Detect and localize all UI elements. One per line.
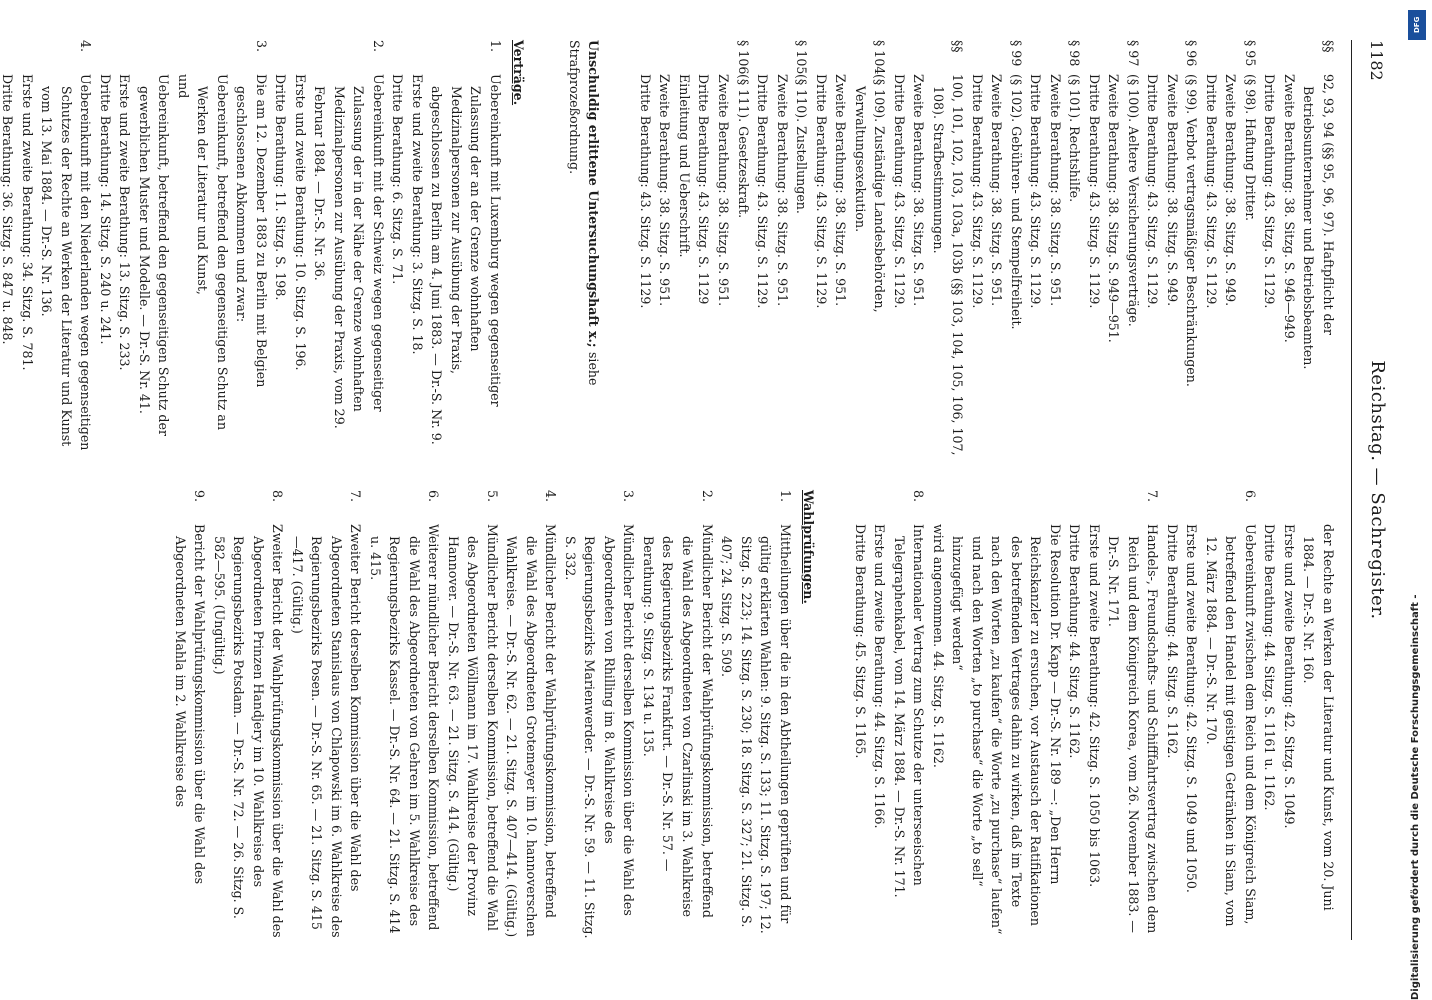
- entry-number: § 105: [794, 40, 810, 75]
- index-entry: [967, 40, 1026, 460]
- spacer: [828, 490, 850, 940]
- entry-number: §§: [950, 40, 966, 53]
- running-head: Reichstag. — Sachregister.: [1367, 360, 1388, 620]
- entry-line: Zweite Berathung: 38. Sitzg. S. 946—949.: [1281, 74, 1297, 343]
- index-entry: [95, 40, 271, 460]
- index-entry: [1162, 490, 1260, 940]
- index-entry: [635, 40, 694, 460]
- entry-line: Dritte Berathung: 43. Sitzg. S. 1129.: [755, 74, 771, 309]
- entry-line: Dritte Berathung: 14. Sitzg. S. 240 u. 241.: [97, 74, 113, 345]
- entry-number: 6.: [1242, 490, 1258, 503]
- entry-number: § 98: [1067, 40, 1083, 67]
- entry-number: § 95: [1242, 40, 1258, 67]
- entry-line: Dritte Berathung: 43. Sitzg. S. 1129.: [1203, 74, 1219, 309]
- entry-line: Zweite Berathung: 38. Sitzg. S. 951.: [989, 74, 1005, 307]
- index-entry: [560, 490, 638, 940]
- entry-line: Uebereinkunft zwischen dem Reich und dem Königreich Siam, betreffend den Handel mit geistigen Getränken in Siam, vom 12. März 1884. — Dr.-S. Nr. 170.: [1203, 524, 1258, 927]
- entry-line: Dritte Berathung: 43. Sitzg. S. 1129.: [1262, 74, 1278, 309]
- index-entry: [1143, 40, 1202, 460]
- entry-line: Dritte Berathung: 43. Sitzg. S. 1129.: [813, 74, 829, 309]
- index-entry: [928, 490, 1162, 940]
- entry-line: Dritte Berathung: 43. Sitzg. S. 1129.: [637, 74, 653, 309]
- entry-number: 1.: [487, 40, 503, 53]
- wahlpruefungen-list: [170, 490, 795, 940]
- entry-line: Erste und zweite Berathung: 10. Sitzg. S. 196.: [292, 74, 308, 371]
- entry-line: Erste und zweite Berathung: 34. Sitzg. S. 781.: [19, 74, 35, 371]
- entry-line: Erste und zweite Berathung: 42. Sitzg. S. 1049 und 1050.: [1184, 524, 1200, 893]
- entry-line: Dritte Berathung: 43. Sitzg. S. 1129: [696, 74, 712, 305]
- entry-line: Die Resolution Dr. Kapp — Dr.-S. Nr. 189 —: „Den Herrn Reichskanzler zu ersuchen, vor Austausch der Ratifikationen des betreffenden Vertrages dahin zu wirken, daß im Texte nach den Worten „zu kaufen“ die Worte „zu purchase“ laufen“ und nach den Worten „to purchase“ die Worte „to sell“ hinzugefügt werden“: [950, 524, 1063, 935]
- entry-line: Zweite Berathung: 38. Sitzg. S. 949.: [1223, 74, 1239, 307]
- entry-line: (§ 99). Verbot vertragsmäßiger Beschränkungen.: [1184, 74, 1200, 387]
- entry-line: der Rechte an Werken der Literatur und Kunst, vom 20. Juni 1884. — Dr.-S. Nr. 160.: [1301, 524, 1336, 911]
- section-unschuldig-title: [564, 40, 603, 460]
- entry-number: 7.: [348, 490, 364, 503]
- index-entry: [694, 40, 753, 460]
- entry-line: Erste und zweite Berathung: 42. Sitzg. S. 1049.: [1281, 524, 1297, 829]
- index-entry: [1260, 490, 1338, 940]
- index-entry: [271, 40, 388, 460]
- entry-line: Mittheilungen über die in den Abtheilungen geprüften und für gültig erklärten Wahlen: 9. Sitzg. S. 133; 11. Sitzg. S. 197; 12. Sitzg. S. 223; 14. Sitzg. S. 230; 18. Sitzg. S. 327; 21. Sitzg. S. 407; 24. Sitzg. S. 509.: [719, 524, 793, 934]
- entry-line: Dritte Berathung: 36. Sitzg. S. 847 u. 848.: [0, 74, 15, 345]
- entry-line: Internationaler Vertrag zum Schutze der unterseeischen Telegraphenkabel, vom 14. März 1884. — Dr.-S. Nr. 171.: [891, 524, 927, 898]
- entry-line: (§ 102). Gebühren- und Stempelfreiheit.: [1008, 74, 1024, 330]
- entry-line: (§ 101). Rechtshilfe.: [1067, 74, 1083, 203]
- index-entry: [717, 490, 795, 940]
- entry-number: § 96: [1184, 40, 1200, 67]
- entry-line: Zweite Berathung: 38. Sitzg. S. 949—951.: [1106, 74, 1122, 343]
- entry-line: Dritte Berathung: 6. Sitzg. S. 71.: [390, 74, 406, 285]
- entry-number: §§: [1321, 40, 1336, 53]
- entry-line: Dritte Berathung: 43. Sitzg. S. 1129.: [1028, 74, 1044, 309]
- index-entry: [388, 40, 505, 460]
- index-entry: [1201, 40, 1260, 460]
- entry-line: (§ 110). Zustellungen.: [794, 74, 810, 214]
- entry-line: und: [175, 74, 191, 99]
- entry-line: Uebereinkunft mit Luxemburg wegen gegenseitiger Zulassung der an der Grenze wohnhaften Medizinalpersonen zur Ausübung der Praxis, abgeschlossen zu Berlin am 4. Juni 1883. — Dr.-S. Nr. 9.: [429, 74, 503, 445]
- entry-line: 92, 93, 94 (§§ 95, 96, 97). Haftpflicht der Betriebsunternehmer und Betriebsbeamten.: [1301, 74, 1336, 370]
- spacer: [613, 40, 635, 460]
- entry-line: Zweiter Bericht derselben Kommission über die Wahl des Abgeordneten Stanislaus von Chlapowski im 6. Wahlkreise des Regierungsbezirks Posen. — Dr.-S. Nr. 65. — 21. Sitzg. S. 415—417. (Gültig.): [289, 524, 364, 938]
- entry-number: 2.: [370, 40, 386, 53]
- index-entry: [0, 40, 95, 460]
- vertraege-list: [0, 40, 505, 460]
- spacer: [538, 40, 560, 460]
- scanned-page: [0, 20, 1412, 960]
- entry-line: Zweite Berathung: 38. Sitzg. S. 951.: [774, 74, 790, 307]
- entry-line: (§ 109). Zuständige Landesbehörden, Verwaltungsexekution.: [852, 74, 888, 313]
- digitization-footer: [1406, 10, 1432, 1000]
- entry-number: 8.: [270, 490, 286, 503]
- index-entry: [811, 40, 889, 460]
- entry-line: Einleitung und Ueberschrift.: [676, 74, 692, 258]
- entry-line: Dritte Berathung: 43. Sitzg. S. 1129.: [891, 74, 907, 309]
- entry-line: Die am 12. Dezember 1883 zu Berlin mit Belgien geschlossenen Abkommen und zwar:: [234, 74, 269, 388]
- right-top-entries-list: [850, 490, 1338, 940]
- entry-number: § 106: [735, 40, 751, 75]
- entry-line: Dritte Berathung: 44. Sitzg. S. 1162.: [1164, 524, 1180, 759]
- entry-line: Erste und zweite Berathung: 3. Sitzg. S. 18.: [409, 74, 425, 355]
- section-vertraege-title: Verträge.: [511, 40, 527, 106]
- page-number: 1182: [1367, 40, 1386, 81]
- entry-line: (§ 98). Haftung Dritter.: [1242, 74, 1258, 222]
- index-entry: [1084, 40, 1143, 460]
- entry-number: 9.: [192, 490, 208, 503]
- entry-line: Zweite Berathung: 38. Sitzg. S. 951.: [657, 74, 673, 307]
- entry-line: 100, 101, 102, 103, 103a, 103b (§§ 103, 104, 105, 106, 107, 108). Strafbestimmungen.: [930, 74, 966, 456]
- entry-line: Uebereinkunft, betreffend den gegenseitigen Schutz der gewerblichen Muster und Modelle. — Dr.-S. Nr. 41.: [136, 74, 172, 436]
- left-column: [0, 40, 1338, 460]
- entry-line: Zweite Berathung: 38. Sitzg. S. 951.: [716, 74, 732, 307]
- index-entry: [502, 490, 561, 940]
- entry-line: Zweite Berathung: 38. Sitzg. S. 951.: [1047, 74, 1063, 307]
- entry-line: Mündlicher Bericht derselben Kommission, betreffend die Wahl des Abgeordneten Wöllmann im 17. Wahlkreise der Provinz Hannover. — Dr.-S. Nr. 63. — 21. Sitzg. S. 414. (Gültig.): [445, 524, 500, 931]
- index-entry: [443, 490, 502, 940]
- entry-line: Uebereinkunft, betreffend den gegenseitigen Schutz an Werken der Literatur und Kunst,: [195, 74, 230, 431]
- index-entry: [638, 490, 716, 940]
- entry-number: 5.: [484, 490, 500, 503]
- entry-line: Zweiter Bericht der Wahlprüfungskommission über die Wahl des Abgeordneten Prinzen Handjery im 10. Wahlkreise des Regierungsbezirks Potsdam. — Dr.-S. Nr. 72. — 26. Sitzg. S. 582—595. (Ungültig.): [211, 524, 286, 938]
- entry-number: 4.: [78, 40, 94, 53]
- entry-line: (§ 111). Gesetzeskraft.: [735, 74, 751, 219]
- entry-line: Mündlicher Bericht der Wahlprüfungskommission, betreffend die Wahl des Abgeordneten von Czarlinski im 3. Wahlkreise des Regierungsbezirks Frankfurt. — Dr.-S. Nr. 57. — Berathung: 9. Sitzg. S. 134 u. 135.: [640, 524, 715, 918]
- entry-line: Dritte Berathung: 44. Sitzg. S. 1162.: [1067, 524, 1083, 759]
- entry-line: Dritte Berathung: 11. Sitzg. S. 198.: [273, 74, 289, 301]
- section-unschuldig-ref: siehe Strafprozeßordnung.: [566, 40, 602, 386]
- entry-number: 7.: [1145, 490, 1161, 503]
- entry-line: wird angenommen. 44. Sitzg. S. 1162.: [930, 524, 946, 768]
- entry-line: Bericht der Wahlprüfungskommission über die Wahl des Abgeordneten Mahla im 2. Wahlkreise des: [172, 524, 208, 885]
- entry-line: Mündlicher Bericht der Wahlprüfungskommission, betreffend die Wahl des Abgeordneten Grotemeyer im 10. hannoverschen Wahlkreise. — Dr.-S. Nr. 62. — 21. Sitzg. S. 407—414. (Gültig.): [504, 524, 559, 938]
- right-column: [48, 490, 1338, 940]
- entry-number: 4.: [543, 490, 559, 503]
- index-entry: [287, 490, 365, 940]
- entry-line: Dritte Berathung: 43. Sitzg. S. 1129.: [1145, 74, 1161, 309]
- entry-line: Dritte Berathung: 45. Sitzg. S. 1165.: [852, 524, 868, 759]
- index-entry: [209, 490, 287, 940]
- entry-number: 8.: [911, 490, 927, 503]
- entry-line: Zweite Berathung: 38. Sitzg. S. 949.: [1164, 74, 1180, 307]
- index-entry: [753, 40, 812, 460]
- entry-number: § 97: [1125, 40, 1141, 67]
- index-entry: [889, 40, 967, 460]
- entry-line: Handels-, Freundschafts- und Schifffahrtsvertrag zwischen dem Reich und dem Königreich Korea, vom 26. November 1883. — Dr.-S. Nr. 171.: [1106, 524, 1161, 934]
- index-entry: [365, 490, 443, 940]
- entry-number: § 99: [1008, 40, 1024, 67]
- entry-line: Dritte Berathung: 44. Sitzg. S. 1161 u. 1162.: [1262, 524, 1278, 811]
- digitization-credit: Digitalisierung gefördert durch die Deutsche Forschungsgemeinschaft -: [1410, 594, 1421, 1000]
- index-entry: [850, 490, 928, 940]
- entry-line: Zweite Berathung: 38. Sitzg. S. 951.: [833, 74, 849, 307]
- entry-line: (§ 100). Aeltere Versicherungsverträge.: [1125, 74, 1141, 327]
- entry-number: 2.: [699, 490, 715, 503]
- entry-line: Mündlicher Bericht derselben Kommission über die Wahl des Abgeordneten von Rhilling im 8. Wahlkreise des Regierungsbezirks Marienwerder. — Dr.-S. Nr. 59. — 11. Sitzg. S. 332.: [562, 524, 637, 939]
- entry-line: Erste und zweite Berathung: 44. Sitzg. S. 1166.: [872, 524, 888, 829]
- index-entry: [170, 490, 209, 940]
- entry-line: Erste und zweite Berathung: 42. Sitzg. S. 1050 bis 1063.: [1086, 524, 1102, 888]
- section-wahlpruefungen-title: Wahlprüfungen.: [801, 490, 817, 604]
- entry-number: 3.: [621, 490, 637, 503]
- entry-number: 6.: [426, 490, 442, 503]
- dfg-logo-badge: DFG: [1408, 10, 1426, 40]
- entry-line: Dritte Berathung: 43. Sitzg. S. 1129.: [1086, 74, 1102, 309]
- left-entries-list: [635, 40, 1338, 460]
- entry-line: Uebereinkunft mit der Schweiz wegen gegenseitiger Zulassung der in der Nähe der Grenze wohnhaften Medizinalpersonen zur Ausübung der Praxis, vom 29. Februar 1884. — Dr.-S. Nr. 36.: [312, 74, 386, 429]
- index-entry: [1026, 40, 1085, 460]
- entry-line: Uebereinkunft mit den Niederlanden wegen gegenseitigen Schutzes der Rechte an Werken der Literatur und Kunst vom 13. Mai 1884. — Dr.-S. Nr. 136.: [39, 74, 94, 451]
- section-unschuldig-heading: Unschuldig erlittene Untersuchungshaft x.;: [586, 40, 602, 348]
- entry-line: Erste und zweite Berathung: 13. Sitzg. S. 233.: [117, 74, 133, 371]
- entry-number: 1.: [777, 490, 793, 503]
- entry-line: Zweite Berathung: 38. Sitzg. S. 951.: [911, 74, 927, 307]
- entry-line: Dritte Berathung: 43. Sitzg. S. 1129.: [969, 74, 985, 309]
- index-entry: [1260, 40, 1338, 460]
- entry-line: Weiterer mündlicher Bericht derselben Kommission, betreffend die Wahl des Abgeordneten von Gehren im 5. Wahlkreise des Regierungsbezirks Kassel. — Dr.-S. Nr. 64. — 21. Sitzg. S. 414 u. 415.: [367, 524, 442, 934]
- entry-number: 3.: [253, 40, 269, 53]
- page-header: [1351, 40, 1412, 940]
- entry-number: § 104: [872, 40, 888, 75]
